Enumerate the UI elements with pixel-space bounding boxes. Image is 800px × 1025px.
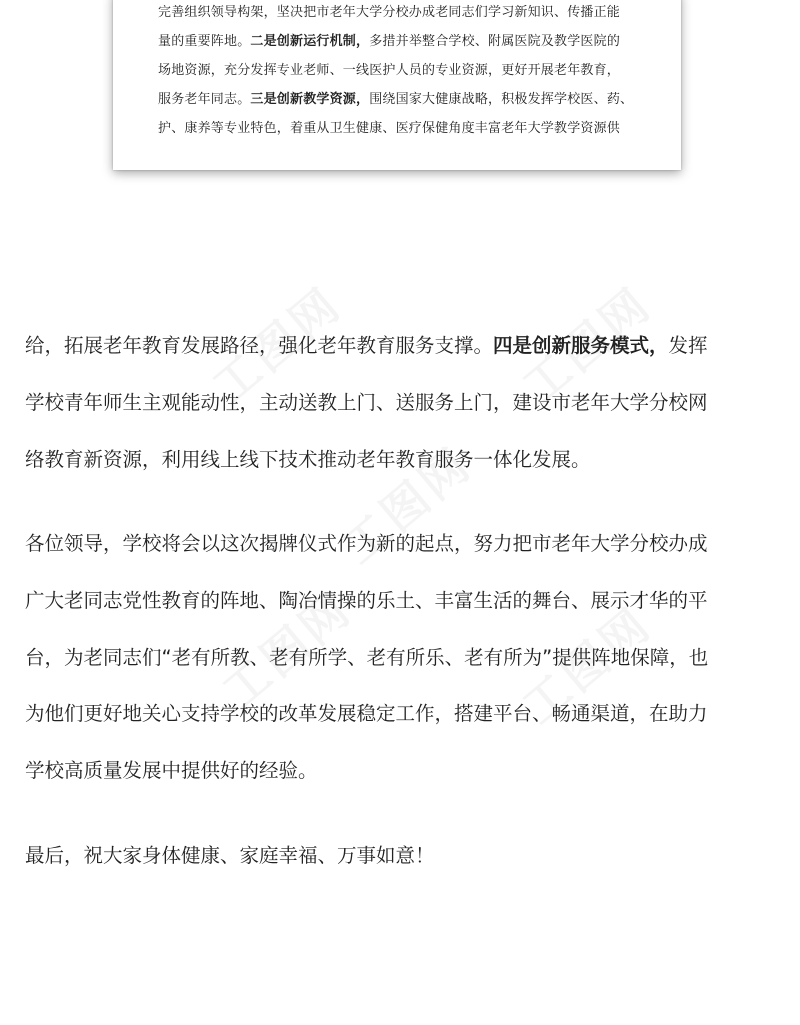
text-run: 广大老同志党性教育的阵地、陶冶情操的乐土、丰富生活的舞台、展示才华的平 — [25, 588, 708, 612]
text-line — [158, 0, 658, 27]
text-run: 服务老年同志。 — [158, 92, 251, 107]
paragraph-2 — [25, 516, 777, 800]
bold-text-run: 二是创新运行机制， — [250, 34, 370, 49]
text-line — [25, 630, 777, 687]
text-line — [158, 56, 658, 85]
text-line — [25, 828, 777, 885]
paragraph-3 — [25, 828, 777, 885]
text-line — [158, 114, 658, 143]
text-line — [158, 85, 658, 114]
text-line — [25, 686, 777, 743]
text-run: 多措并举整合学校、附属医院及教学医院的 — [369, 34, 621, 49]
text-run: 围绕国家大健康战略，积极发挥学校医、药、 — [369, 92, 634, 107]
text-run: 为他们更好地关心支持学校的改革发展稳定工作，搭建平台、畅通渠道，在助力 — [25, 702, 708, 726]
text-run: 络教育新资源，利用线上线下技术推动老年教育服务一体化发展。 — [25, 447, 591, 471]
text-run: 场地资源，充分发挥专业老师、一线医护人员的专业资源，更好开展老年教育， — [158, 63, 621, 78]
text-line — [25, 375, 777, 432]
preview-text — [158, 0, 658, 143]
text-line — [25, 573, 777, 630]
text-run: 台，为老同志们“老有所教、老有所学、老有所乐、老有所为”提供阵地保障，也 — [25, 645, 709, 669]
text-run: 发挥 — [668, 334, 708, 357]
text-run: 学校青年师生主观能动性，主动送教上门、送服务上门，建设市老年大学分校网 — [25, 390, 708, 414]
text-line — [25, 743, 777, 800]
text-line — [25, 516, 777, 573]
text-line — [158, 27, 658, 56]
preview-card — [113, 0, 681, 170]
bold-text-run: 三是创新教学资源， — [250, 92, 370, 107]
text-run: 量的重要阵地。 — [158, 34, 251, 49]
text-run: 给，拓展老年教育发展路径，强化老年教育服务支撑。 — [25, 334, 494, 357]
paragraph-1 — [25, 318, 777, 488]
bold-text-run: 四是创新服务模式， — [493, 334, 669, 357]
text-run: 最后，祝大家身体健康、家庭幸福、万事如意！ — [25, 844, 435, 867]
text-run: 学校高质量发展中提供好的经验。 — [25, 759, 318, 783]
text-run: 各位领导，学校将会以这次揭牌仪式作为新的起点，努力把市老年大学分校办成 — [25, 532, 708, 555]
text-line — [25, 432, 777, 489]
text-line — [25, 318, 777, 375]
text-run: 护、康养等专业特色，着重从卫生健康、医疗保健角度丰富老年大学教学资源供 — [158, 121, 621, 136]
text-run: 完善组织领导构架，坚决把市老年大学分校办成老同志们学习新知识、传播正能 — [158, 5, 621, 20]
